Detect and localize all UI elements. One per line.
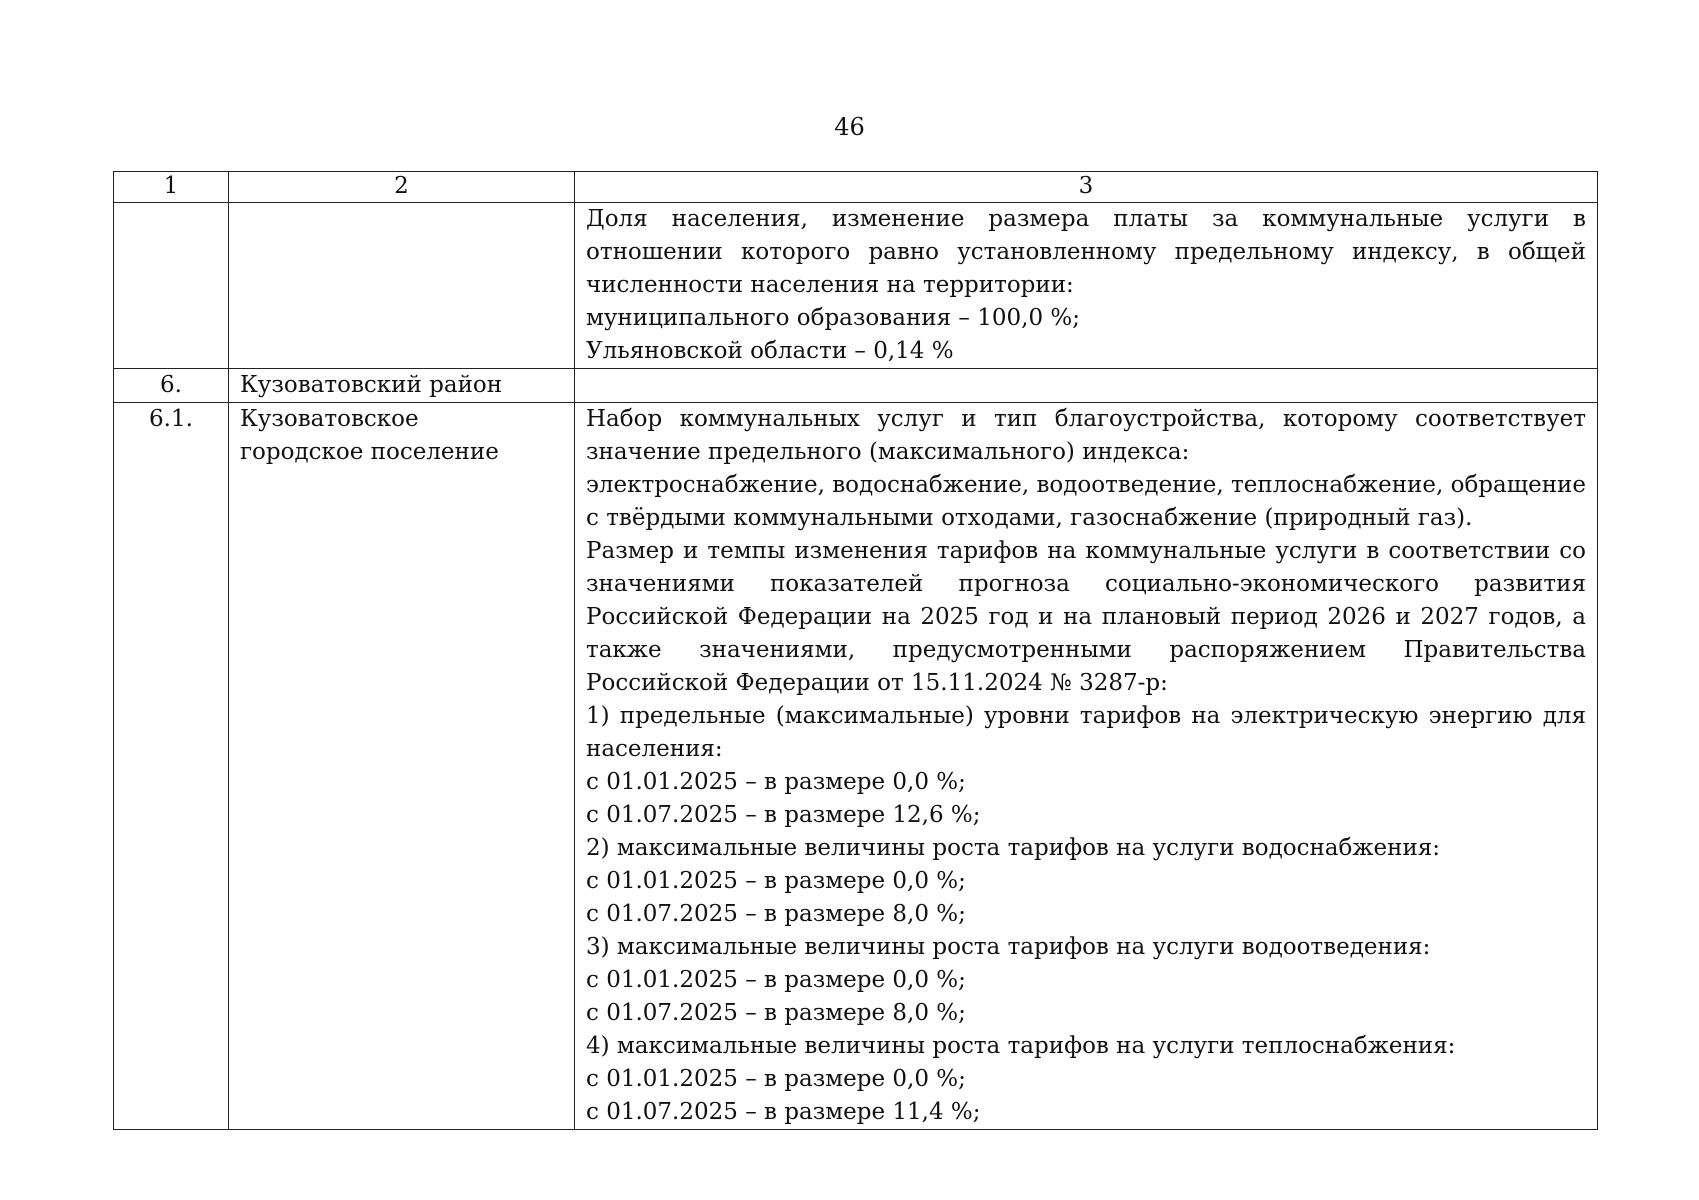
paragraph: электроснабжение, водоснабжение, водоотведение, теплоснабжение, обращение с твёрдыми коммунальными отходами, газоснабжение (природный газ). [586,472,1586,531]
settlement-name-line: Кузоватовское [240,406,419,432]
continuation-paragraphs [586,203,1586,368]
paragraph: с 01.07.2025 – в размере 12,6 %; [586,802,981,828]
table-header-row [114,172,1598,203]
settlement-content-cell [575,403,1598,1130]
page-number: 46 [834,113,865,141]
paragraph: Ульяновской области – 0,14 % [586,338,954,364]
district-name-cell: Кузоватовский район [229,369,575,403]
paragraph: с 01.07.2025 – в размере 8,0 %; [586,901,966,927]
paragraph: муниципального образования – 100,0 %; [586,305,1080,331]
settlement-name-line: городское поселение [240,439,499,465]
paragraph: 4) максимальные величины роста тарифов на услуги теплоснабжения: [586,1033,1456,1059]
paragraph: с 01.01.2025 – в размере 0,0 %; [586,1066,966,1092]
paragraph: с 01.01.2025 – в размере 0,0 %; [586,769,966,795]
paragraph: 1) предельные (максимальные) уровни тарифов на электрическую энергию для населения: [586,703,1586,762]
paragraph: 3) максимальные величины роста тарифов на услуги водоотведения: [586,934,1431,960]
table-row-continuation [114,203,1598,369]
tariff-table [113,171,1598,1130]
paragraph: с 01.01.2025 – в размере 0,0 %; [586,967,966,993]
settlement-number-cell: 6.1. [114,403,229,1130]
paragraph: с 01.07.2025 – в размере 11,4 %; [586,1099,981,1125]
paragraph: Доля населения, изменение размера платы за коммунальные услуги в отношении которого равно установленному предельному индексу, в общей численности населения на территории: [586,206,1586,298]
row-name-cell [229,203,575,369]
settlement-name-cell [229,403,575,1130]
table-row-settlement [114,403,1598,1130]
header-cell-3: 3 [575,172,1598,203]
district-content-cell [575,369,1598,403]
paragraph: с 01.01.2025 – в размере 0,0 %; [586,868,966,894]
paragraph: 2) максимальные величины роста тарифов на услуги водоснабжения: [586,835,1441,861]
row-number-cell [114,203,229,369]
paragraph: с 01.07.2025 – в размере 8,0 %; [586,1000,966,1026]
district-number-cell: 6. [114,369,229,403]
table-row-district [114,369,1598,403]
row-content-cell [575,203,1598,369]
paragraph: Набор коммунальных услуг и тип благоустройства, которому соответствует значение предельного (максимального) индекса: [586,406,1586,465]
header-cell-2: 2 [229,172,575,203]
paragraph: Размер и темпы изменения тарифов на коммунальные услуги в соответствии со значениями показателей прогноза социально-экономического развития Российской Федерации на 2025 год и на плановый период 2026 и 2027 годов, а также значениями, предусмотренными распоряжением Правительства Российской Федерации от 15.11.2024 № 3287-р: [586,538,1586,696]
settlement-paragraphs [586,403,1586,1129]
header-cell-1: 1 [114,172,229,203]
